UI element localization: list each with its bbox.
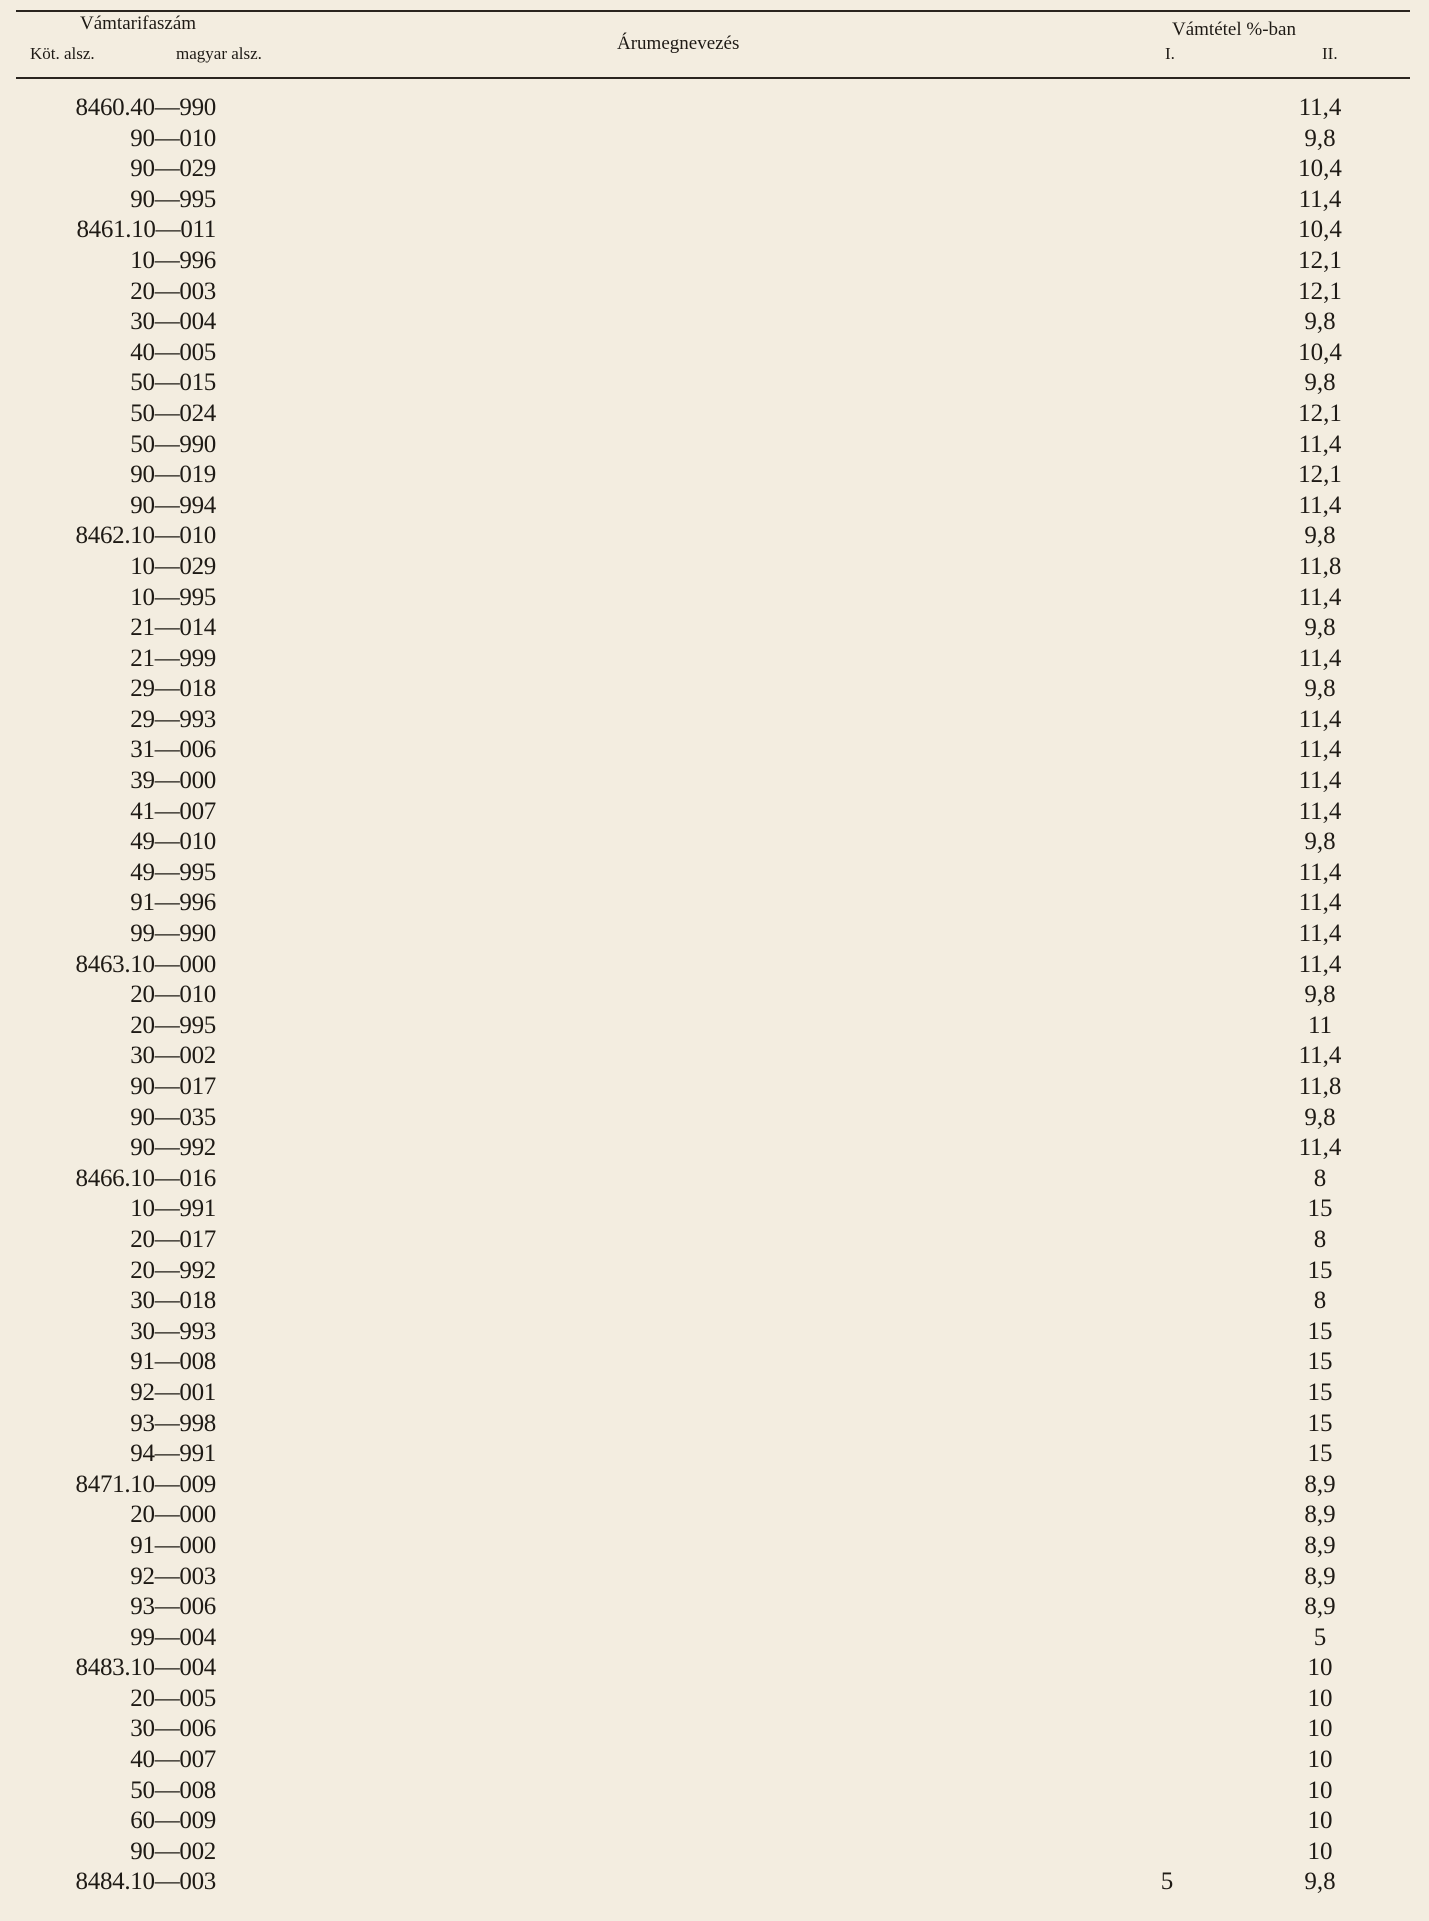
table-row <box>0 888 1429 919</box>
table-row <box>0 613 1429 644</box>
tariff-code: 39—000 <box>130 767 216 795</box>
rate-ii-cell: 11,4 <box>1298 858 1342 886</box>
rate-ii-cell: 9,8 <box>1304 522 1336 550</box>
table-row <box>0 307 1429 338</box>
table-row <box>0 93 1429 124</box>
header-top-rule <box>16 10 1410 12</box>
rate-i-cell: 5 <box>1160 1868 1174 1896</box>
rate-ii-cell: 15 <box>1307 1256 1333 1284</box>
rate-ii-cell: 9,8 <box>1304 614 1336 642</box>
rate-ii-cell: 12,1 <box>1298 399 1342 427</box>
tariff-code: 90—029 <box>130 155 216 183</box>
tariff-code: 8461.10—011 <box>76 216 216 244</box>
rate-ii-cell: 11,4 <box>1298 644 1342 672</box>
tariff-code: 8471.10—009 <box>75 1470 216 1498</box>
tariff-code: 20—992 <box>130 1256 216 1284</box>
tariff-code: 20—995 <box>130 1011 216 1039</box>
rate-ii-cell: 9,8 <box>1304 1103 1336 1131</box>
rate-ii-cell: 15 <box>1307 1317 1333 1345</box>
rate-ii-cell: 11,4 <box>1298 185 1342 213</box>
table-row <box>0 583 1429 614</box>
table-row <box>0 185 1429 216</box>
rate-ii-cell: 9,8 <box>1304 124 1336 152</box>
table-row <box>0 735 1429 766</box>
tariff-code: 90—002 <box>130 1837 216 1865</box>
table-row <box>0 1531 1429 1562</box>
table-row <box>0 705 1429 736</box>
rate-ii-cell: 11,4 <box>1298 767 1342 795</box>
tariff-code: 60—009 <box>130 1807 216 1835</box>
rate-ii-cell: 8,9 <box>1304 1470 1336 1498</box>
tariff-code: 50—015 <box>130 369 216 397</box>
table-row <box>0 491 1429 522</box>
rate-ii-cell: 10,4 <box>1298 216 1342 244</box>
table-row <box>0 215 1429 246</box>
table-row <box>0 1623 1429 1654</box>
tariff-code: 8483.10—004 <box>75 1654 216 1682</box>
tariff-code: 90—010 <box>130 124 216 152</box>
table-row <box>0 1133 1429 1164</box>
rate-ii-cell: 10 <box>1307 1776 1333 1804</box>
table-row <box>0 1470 1429 1501</box>
table-row <box>0 1225 1429 1256</box>
tariff-code: 20—005 <box>130 1684 216 1712</box>
table-row <box>0 552 1429 583</box>
rate-ii-cell: 10 <box>1307 1684 1333 1712</box>
tariff-code: 50—990 <box>130 430 216 458</box>
tariff-code: 10—029 <box>130 552 216 580</box>
rate-ii-cell: 15 <box>1307 1440 1333 1468</box>
tariff-code: 93—006 <box>130 1593 216 1621</box>
rate-ii-cell: 10,4 <box>1298 155 1342 183</box>
rate-ii-cell: 9,8 <box>1304 369 1336 397</box>
tariff-code: 21—999 <box>130 644 216 672</box>
table-row <box>0 1041 1429 1072</box>
tariff-code: 8460.40—990 <box>75 94 216 121</box>
table-row <box>0 1317 1429 1348</box>
rate-ii-cell: 10 <box>1307 1837 1333 1865</box>
table-row <box>0 1562 1429 1593</box>
rate-ii-cell: 11,4 <box>1298 583 1342 611</box>
table-row <box>0 1194 1429 1225</box>
rate-ii-cell: 11,8 <box>1298 1073 1342 1100</box>
rate-ii-cell: 12,1 <box>1298 277 1342 305</box>
rate-ii-cell: 9,8 <box>1304 828 1336 856</box>
rate-ii-cell: 11,8 <box>1298 552 1342 580</box>
table-row <box>0 399 1429 430</box>
rate-ii-cell: 9,8 <box>1304 675 1336 703</box>
tariff-code: 90—995 <box>130 185 216 213</box>
header-kot-alsz: Köt. alsz. <box>30 44 95 63</box>
tariff-code: 40—007 <box>130 1746 216 1774</box>
tariff-code: 10—995 <box>130 583 216 611</box>
table-row <box>0 460 1429 491</box>
table-row <box>0 1684 1429 1715</box>
rate-ii-cell: 9,8 <box>1304 981 1336 1009</box>
tariff-code: 49—010 <box>130 828 216 856</box>
rate-ii-cell: 8 <box>1313 1287 1327 1315</box>
header-magyar-alsz: magyar alsz. <box>176 44 262 63</box>
tariff-code: 29—018 <box>130 675 216 703</box>
tariff-code: 30—002 <box>130 1042 216 1070</box>
rate-ii-cell: 15 <box>1307 1378 1333 1406</box>
table-row <box>0 1653 1429 1684</box>
table-row <box>0 1347 1429 1378</box>
rate-ii-cell: 8,9 <box>1304 1531 1336 1559</box>
rate-ii-cell: 11,4 <box>1298 920 1342 948</box>
table-row <box>0 1409 1429 1440</box>
table-row <box>0 246 1429 277</box>
rate-ii-cell: 10,4 <box>1298 338 1342 366</box>
tariff-code: 90—019 <box>130 461 216 489</box>
table-row <box>0 1806 1429 1837</box>
tariff-code: 21—014 <box>130 614 216 642</box>
tariff-code: 99—004 <box>130 1623 216 1651</box>
table-row <box>0 1837 1429 1868</box>
tariff-code: 50—008 <box>130 1776 216 1804</box>
tariff-code: 30—018 <box>130 1287 216 1315</box>
rate-ii-cell: 12,1 <box>1298 246 1342 274</box>
rate-ii-cell: 11,4 <box>1298 950 1342 978</box>
tariff-code: 90—035 <box>130 1103 216 1131</box>
table-row <box>0 1256 1429 1287</box>
rate-ii-cell: 10 <box>1307 1746 1333 1774</box>
rate-ii-cell: 8,9 <box>1304 1562 1336 1590</box>
table-row <box>0 1164 1429 1195</box>
rate-ii-cell: 10 <box>1307 1807 1333 1835</box>
table-row <box>0 1011 1429 1042</box>
table-row <box>0 338 1429 369</box>
tariff-code: 8463.10—000 <box>75 950 216 978</box>
tariff-code: 10—996 <box>130 246 216 274</box>
table-row <box>0 1714 1429 1745</box>
tariff-code: 20—003 <box>130 277 216 305</box>
rate-ii-cell: 15 <box>1307 1409 1333 1437</box>
tariff-code: 92—003 <box>130 1562 216 1590</box>
table-row <box>0 1378 1429 1409</box>
rate-ii-cell: 11 <box>1307 1011 1333 1039</box>
tariff-code: 91—000 <box>130 1531 216 1559</box>
table-row <box>0 644 1429 675</box>
table-row <box>0 1286 1429 1317</box>
rate-ii-cell: 5 <box>1313 1623 1327 1651</box>
table-row <box>0 1776 1429 1807</box>
table-row <box>0 1745 1429 1776</box>
rate-ii-cell: 11,4 <box>1298 889 1342 917</box>
table-row <box>0 827 1429 858</box>
table-row <box>0 277 1429 308</box>
tariff-code: 49—995 <box>130 858 216 886</box>
tariff-code: 99—990 <box>130 920 216 948</box>
table-row <box>0 950 1429 981</box>
tariff-code: 91—008 <box>130 1348 216 1376</box>
tariff-code: 40—005 <box>130 338 216 366</box>
rate-ii-cell: 11,4 <box>1298 705 1342 733</box>
rate-ii-cell: 10 <box>1307 1715 1333 1743</box>
tariff-code: 8466.10—016 <box>75 1164 216 1192</box>
rate-ii-cell: 8 <box>1313 1164 1327 1192</box>
rate-ii-cell: 11,4 <box>1298 1134 1342 1162</box>
rate-ii-cell: 11,4 <box>1298 1042 1342 1070</box>
tariff-code: 30—006 <box>130 1715 216 1743</box>
rate-ii-cell: 12,1 <box>1298 461 1342 489</box>
tariff-code: 41—007 <box>130 797 216 825</box>
tariff-code: 30—993 <box>130 1317 216 1345</box>
tariff-code: 31—006 <box>130 736 216 764</box>
table-row <box>0 154 1429 185</box>
rate-ii-cell: 9,8 <box>1304 308 1336 336</box>
tariff-code: 20—017 <box>130 1225 216 1253</box>
header-bottom-rule <box>16 77 1410 79</box>
table-row <box>0 1439 1429 1470</box>
tariff-code: 90—992 <box>130 1134 216 1162</box>
header-description: Árumegnevezés <box>617 33 740 54</box>
table-row <box>0 1592 1429 1623</box>
table-row <box>0 430 1429 461</box>
tariff-code: 50—024 <box>130 399 216 427</box>
rate-ii-cell: 10 <box>1307 1654 1333 1682</box>
tariff-code: 90—994 <box>130 491 216 519</box>
table-row <box>0 1103 1429 1134</box>
tariff-code: 29—993 <box>130 705 216 733</box>
table-row <box>0 858 1429 889</box>
tariff-code: 20—000 <box>130 1501 216 1529</box>
tariff-code: 8484.10—003 <box>75 1868 216 1896</box>
tariff-code: 92—001 <box>130 1378 216 1406</box>
header-rate-i: I. <box>1165 44 1175 63</box>
tariff-code: 93—998 <box>130 1409 216 1437</box>
tariff-rows <box>0 93 1429 1898</box>
tariff-code: 8462.10—010 <box>75 522 216 550</box>
table-row <box>0 1500 1429 1531</box>
header-rate-group: Vámtétel %-ban <box>1172 19 1296 40</box>
table-row <box>0 919 1429 950</box>
rate-ii-cell: 8 <box>1313 1225 1327 1253</box>
rate-ii-cell: 9,8 <box>1304 1868 1336 1896</box>
rate-ii-cell: 15 <box>1307 1195 1333 1223</box>
rate-ii-cell: 11,4 <box>1298 736 1342 764</box>
tariff-code: 91—996 <box>130 889 216 917</box>
rate-ii-cell: 8,9 <box>1304 1501 1336 1529</box>
rate-ii-cell: 11,4 <box>1298 94 1342 121</box>
table-row <box>0 521 1429 552</box>
rate-ii-cell: 8,9 <box>1304 1593 1336 1621</box>
table-row <box>0 368 1429 399</box>
rate-ii-cell: 15 <box>1307 1348 1333 1376</box>
tariff-code: 90—017 <box>130 1073 216 1100</box>
rate-ii-cell: 11,4 <box>1298 430 1342 458</box>
table-row <box>0 124 1429 155</box>
rate-ii-cell: 11,4 <box>1298 797 1342 825</box>
table-row <box>0 1072 1429 1103</box>
table-row <box>0 674 1429 705</box>
table-row <box>0 797 1429 828</box>
header-rate-ii: II. <box>1322 44 1338 63</box>
rate-ii-cell: 11,4 <box>1298 491 1342 519</box>
tariff-code: 10—991 <box>130 1195 216 1223</box>
table-row <box>0 766 1429 797</box>
tariff-code: 20—010 <box>130 981 216 1009</box>
header-tariff-number: Vámtarifaszám <box>80 13 197 34</box>
tariff-code: 30—004 <box>130 308 216 336</box>
table-row <box>0 1867 1429 1898</box>
table-row <box>0 980 1429 1011</box>
tariff-code: 94—991 <box>130 1440 216 1468</box>
